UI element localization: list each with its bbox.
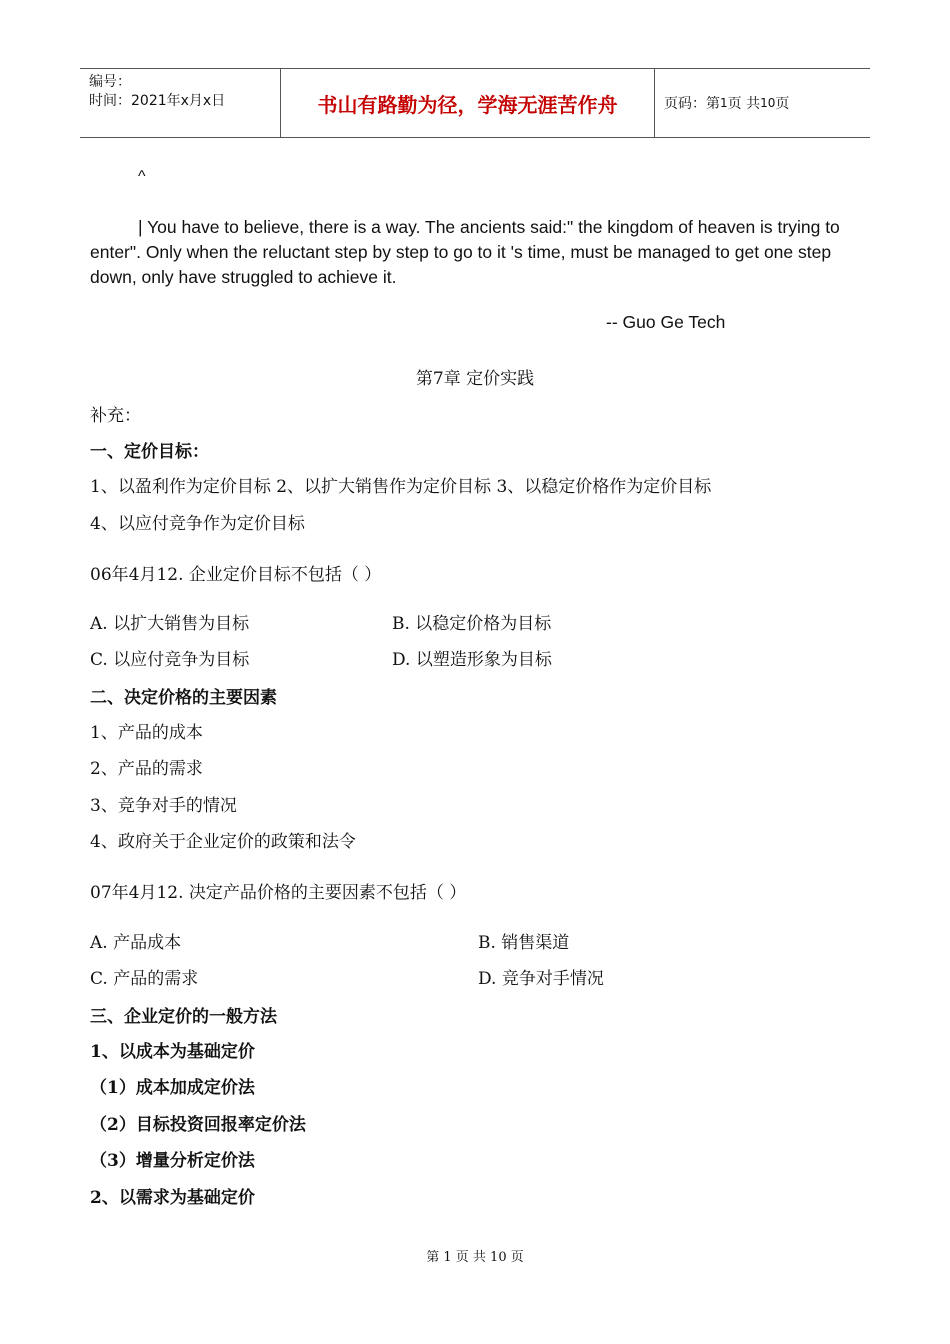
- question-1-option-b: B. 以稳定价格为目标: [392, 614, 552, 634]
- page-number: 1: [720, 96, 728, 110]
- section-1-line-1: 1、以盈利作为定价目标 2、以扩大销售作为定价目标 3、以稳定价格作为定价目标: [90, 477, 712, 497]
- chapter-title: 第7章 定价实践: [415, 369, 535, 389]
- section-1-line-2: 4、以应付竞争作为定价目标: [90, 514, 305, 534]
- quote-paragraph: | You have to believe, there is a way. The ancients said:" the kingdom of heaven is trying to enter". Only when the reluctant step by step to go to it 's time, must be managed to get one step down, only have struggled to achieve it.: [90, 217, 840, 287]
- section-3-sub-2: 2、以需求为基础定价: [90, 1188, 255, 1208]
- page-suffix: 页: [775, 96, 790, 112]
- doc-number-label: 编号：: [89, 74, 131, 90]
- section-3-method-2: （2）目标投资回报率定价法: [90, 1115, 306, 1135]
- question-1-option-a: A. 以扩大销售为目标: [90, 614, 250, 634]
- header-page-info: [655, 69, 870, 137]
- question-2-option-d: D. 竞争对手情况: [478, 969, 604, 989]
- question-1-option-c: C. 以应付竞争为目标: [90, 650, 250, 670]
- page-header: [80, 68, 870, 138]
- question-2-option-a: A. 产品成本: [90, 933, 182, 953]
- doc-time-label: 时间：2021年x月x日: [89, 93, 226, 109]
- section-3-method-3: （3）增量分析定价法: [90, 1151, 255, 1171]
- header-motto: 书山有路勤为径，学海无涯苦作舟: [281, 69, 655, 137]
- section-2-item-1: 1、产品的成本: [90, 723, 203, 743]
- section-2-item-2: 2、产品的需求: [90, 759, 203, 779]
- question-1-stem: 06年4月12. 企业定价目标不包括（ ）: [90, 565, 382, 585]
- page-footer: 第 1 页 共 10 页: [426, 1250, 524, 1265]
- section-2-title: 二、决定价格的主要因素: [90, 688, 277, 708]
- section-2-item-3: 3、竞争对手的情况: [90, 796, 237, 816]
- supplement-label: 补充：: [90, 406, 141, 426]
- caret-mark: ^: [138, 168, 146, 185]
- question-2-option-b: B. 销售渠道: [478, 933, 570, 953]
- section-3-title: 三、企业定价的一般方法: [90, 1007, 277, 1027]
- page-total: 10: [760, 96, 776, 110]
- section-1-title: 一、定价目标：: [90, 442, 209, 462]
- question-2-stem: 07年4月12. 决定产品价格的主要因素不包括（ ）: [90, 883, 467, 903]
- section-3-sub-1: 1、以成本为基础定价: [90, 1042, 255, 1062]
- question-2-option-c: C. 产品的需求: [90, 969, 199, 989]
- page-prefix: 页码：第: [664, 96, 720, 112]
- quote-author: -- Guo Ge Tech: [606, 312, 726, 332]
- section-2-item-4: 4、政府关于企业定价的政策和法令: [90, 832, 356, 852]
- section-3-method-1: （1）成本加成定价法: [90, 1078, 255, 1098]
- header-meta: [80, 69, 281, 137]
- question-1-option-d: D. 以塑造形象为目标: [392, 650, 552, 670]
- page-mid: 页 共: [727, 96, 761, 112]
